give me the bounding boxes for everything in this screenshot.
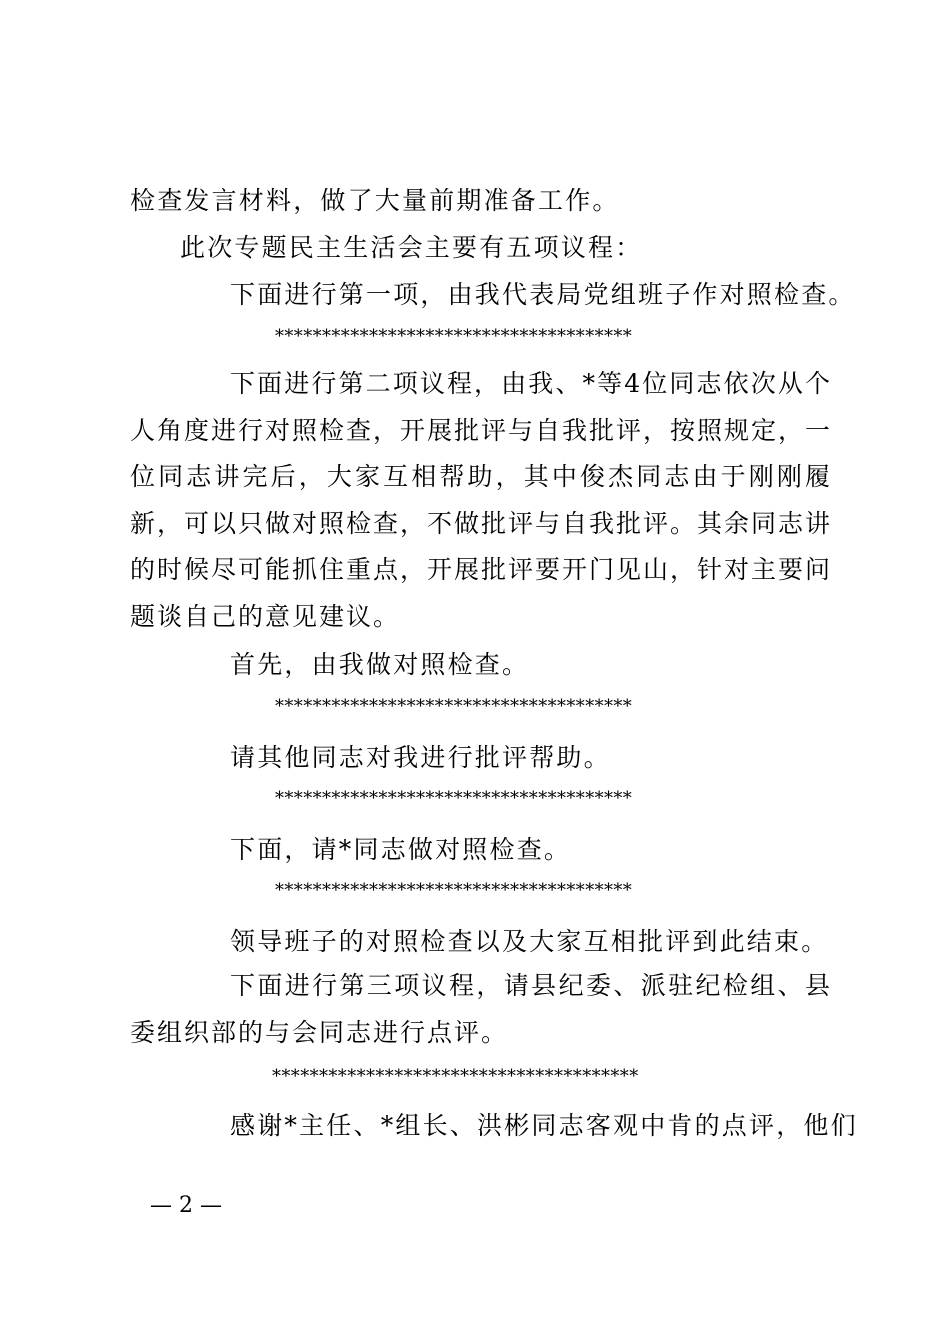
page-number: — 2 —	[150, 1193, 222, 1218]
separator-stars: **************************************	[275, 696, 633, 717]
separator-stars: ***************************************	[272, 1066, 639, 1087]
agenda-item-two-paragraph: 下面进行第二项议程，由我、*等4位同志依次从个人角度进行对照检查，开展批评与自我批评，按照规定，一位同志讲完后，大家互相帮助，其中俊杰同志由于刚刚履新，可以只做对照检查，不做批评与自我批评。其余同志讲的时候尽可能抓住重点，开展批评要开门见山，针对主要问题谈自己的意见建议。	[130, 369, 833, 631]
agenda-item-three-paragraph: 下面进行第三项议程，请县纪委、派驻纪检组、县委组织部的与会同志进行点评。	[130, 971, 832, 1047]
first-self-check-line: 首先，由我做对照检查。	[230, 650, 530, 679]
separator-stars: **************************************	[275, 326, 633, 347]
agenda-intro-line: 此次专题民主生活会主要有五项议程：	[180, 233, 643, 262]
agenda-item-one-line: 下面进行第一项，由我代表局党组班子作对照检查。	[230, 280, 856, 309]
thanks-line: 感谢*主任、*组长、洪彬同志客观中肯的点评，他们	[230, 1111, 858, 1140]
separator-stars: **************************************	[275, 788, 633, 809]
leadership-end-line: 领导班子的对照检查以及大家互相批评到此结束。	[230, 927, 829, 956]
separator-stars: **************************************	[275, 880, 633, 901]
invite-criticism-line: 请其他同志对我进行批评帮助。	[230, 743, 611, 772]
continuation-line: 检查发言材料，做了大量前期准备工作。	[130, 186, 620, 215]
next-person-line: 下面，请*同志做对照检查。	[230, 835, 572, 864]
